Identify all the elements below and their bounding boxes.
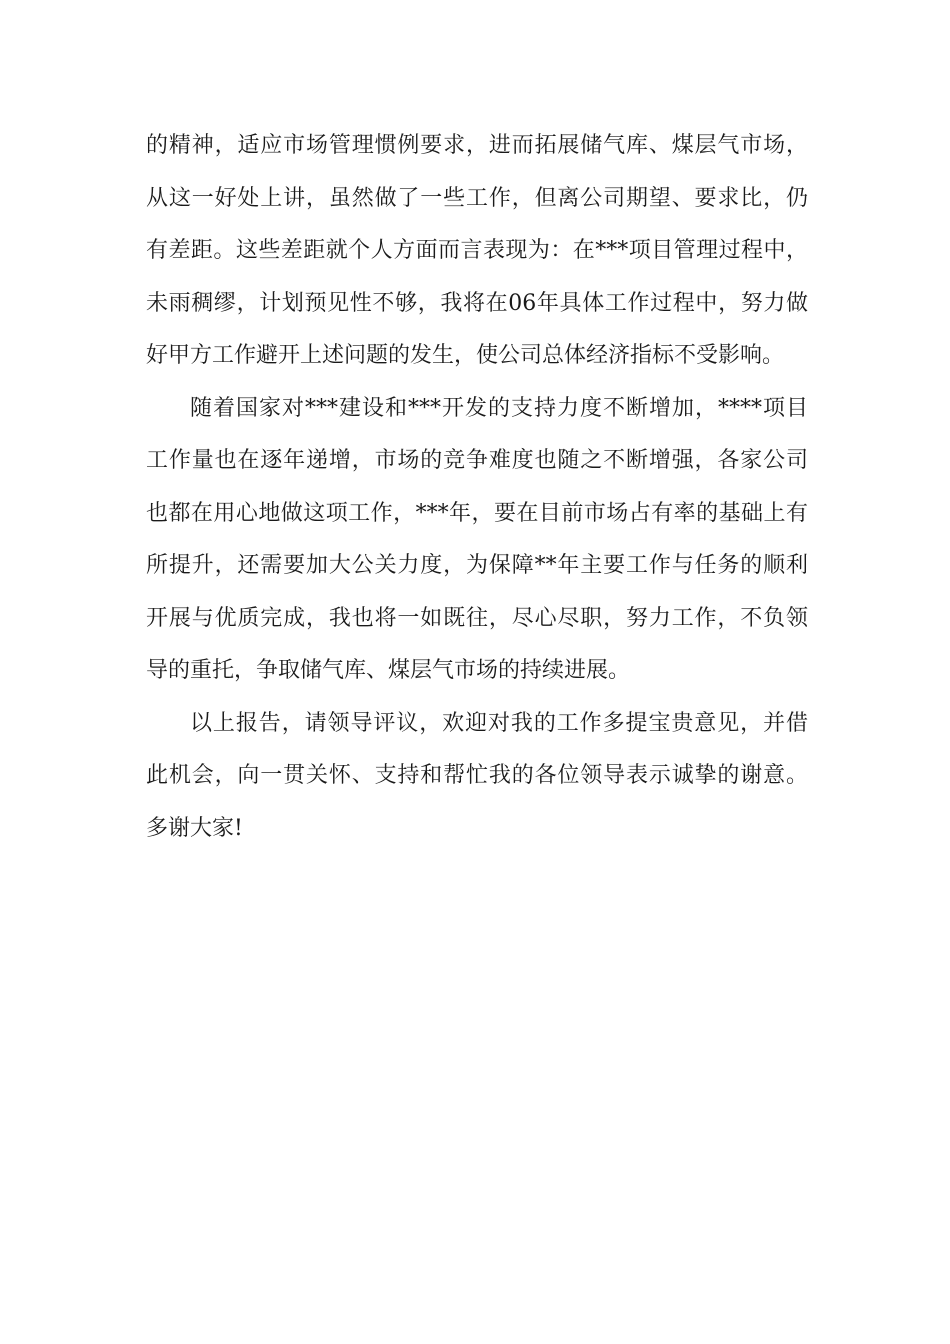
- paragraph-start-line: 随着国家对***建设和***开发的支持力度不断增加，****项目: [190, 395, 808, 421]
- closing-line: 多谢大家!: [146, 815, 243, 841]
- text-line: 也都在用心地做这项工作，***年，要在目前市场占有率的基础上有: [146, 500, 808, 526]
- report-body: [146, 126, 808, 861]
- text-line: 此机会，向一贯关怀、支持和帮忙我的各位领导表示诚挚的谢意。: [146, 763, 808, 788]
- text-line: 好甲方工作避开上述问题的发生，使公司总体经济指标不受影响。: [146, 343, 785, 368]
- paragraph-start-line: 以上报告，请领导评议，欢迎对我的工作多提宝贵意见，并借: [190, 710, 808, 736]
- text-line: 导的重托，争取储气库、煤层气市场的持续进展。: [146, 658, 631, 683]
- text-line: 未雨稠缪，计划预见性不够，我将在06年具体工作过程中，努力做: [146, 290, 808, 316]
- text-line: 的精神，适应市场管理惯例要求，进而拓展储气库、煤层气市场，: [146, 133, 808, 158]
- text-line: 所提升，还需要加大公关力度，为保障**年主要工作与任务的顺利: [146, 553, 808, 578]
- text-line: 从这一好处上讲，虽然做了一些工作，但离公司期望、要求比，仍: [146, 185, 808, 211]
- text-line: 有差距。这些差距就个人方面而言表现为：在***项目管理过程中，: [146, 238, 808, 263]
- text-line: 工作量也在逐年递增，市场的竞争难度也随之不断增强，各家公司: [146, 448, 808, 473]
- text-line: 开展与优质完成，我也将一如既往，尽心尽职，努力工作，不负领: [146, 605, 808, 631]
